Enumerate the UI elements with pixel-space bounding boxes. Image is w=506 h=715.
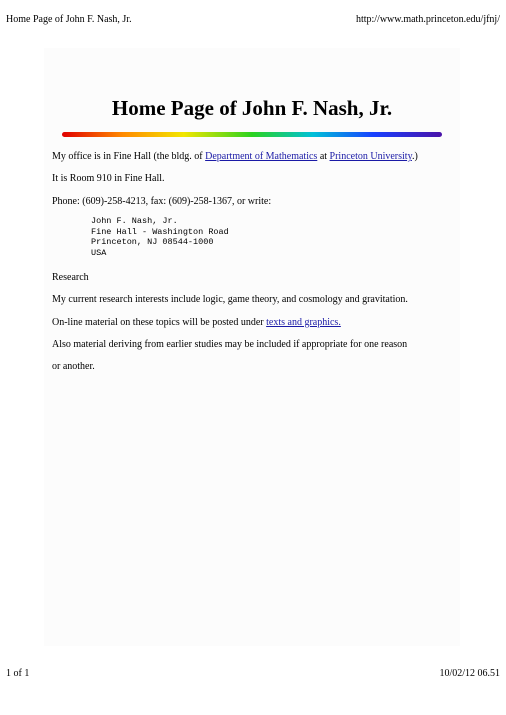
office-middle: at xyxy=(317,151,330,162)
phone-line: Phone: (609)-258-4213, fax: (609)-258-1367, or write: xyxy=(52,196,272,207)
online-prefix: On-line material on these topics will be posted under xyxy=(52,317,267,328)
earlier-studies-line-1: Also material deriving from earlier studies may be included if appropriate for one reason xyxy=(52,339,408,350)
office-prefix: My office is in Fine Hall (the bldg. of xyxy=(52,151,206,162)
rainbow-divider xyxy=(62,132,442,137)
address-line-street: Fine Hall - Washington Road xyxy=(91,226,229,237)
research-heading: Research xyxy=(52,272,89,283)
address-line-city: Princeton, NJ 08544-1000 xyxy=(91,237,214,247)
page-title: Home Page of John F. Nash, Jr. xyxy=(111,96,393,120)
address-line-country: USA xyxy=(91,247,107,258)
office-line xyxy=(52,150,418,163)
postal-address xyxy=(91,216,229,258)
department-of-mathematics-link[interactable]: Department of Mathematics xyxy=(205,151,318,162)
print-footer-datetime: 10/02/12 06.51 xyxy=(439,668,500,679)
print-footer-page: 1 of 1 xyxy=(6,668,30,679)
office-suffix: .) xyxy=(411,151,418,162)
princeton-university-link[interactable]: Princeton University xyxy=(329,151,412,162)
texts-and-graphics-link[interactable]: texts and graphics. xyxy=(266,317,341,328)
print-header-title: Home Page of John F. Nash, Jr. xyxy=(6,14,132,25)
print-header-url: http://www.math.princeton.edu/jfnj/ xyxy=(355,14,500,25)
online-material-line xyxy=(52,316,341,329)
address-line-name: John F. Nash, Jr. xyxy=(91,216,178,226)
room-line: It is Room 910 in Fine Hall. xyxy=(52,173,165,184)
research-interests-line: My current research interests include logic, game theory, and cosmology and gravitation. xyxy=(52,294,408,305)
earlier-studies-line-2: or another. xyxy=(52,361,95,372)
